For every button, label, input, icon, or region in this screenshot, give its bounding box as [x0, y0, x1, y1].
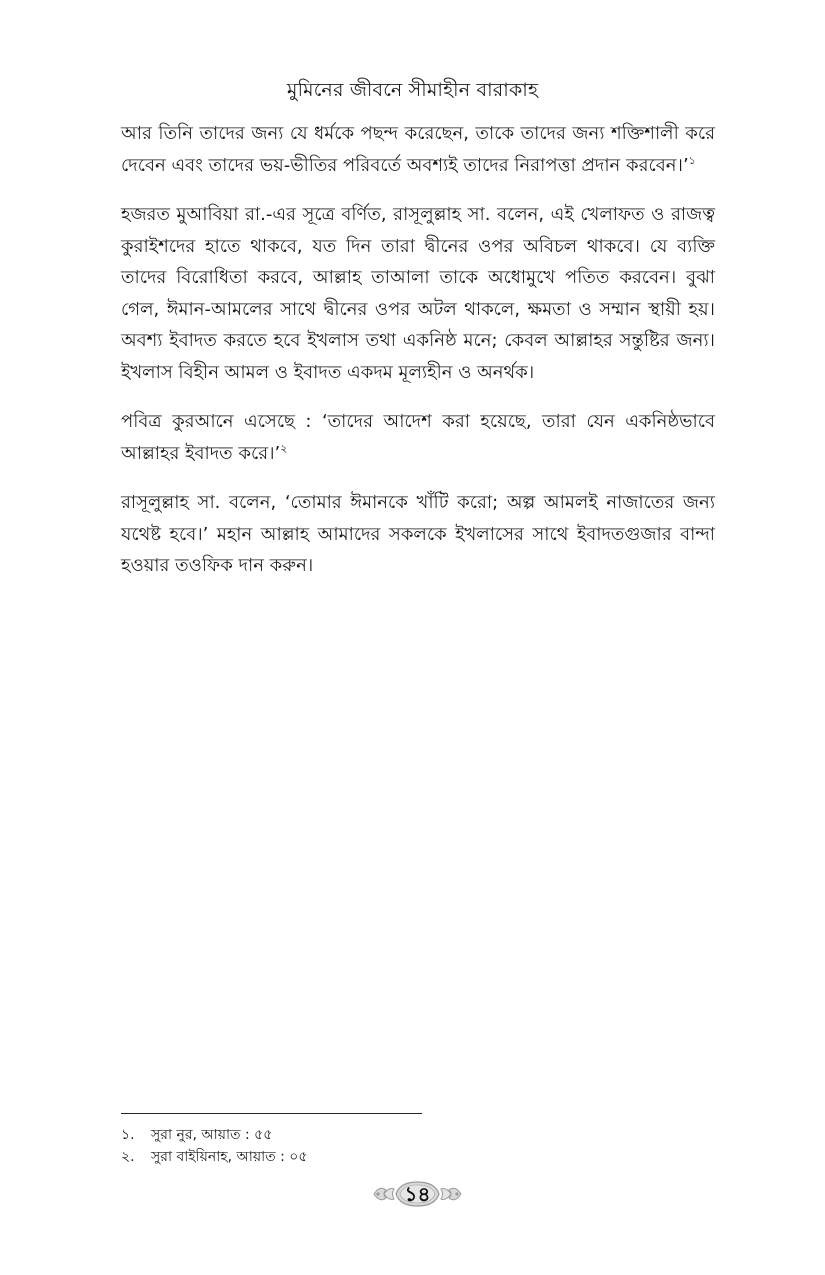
footnotes [121, 1124, 715, 1168]
paragraph [121, 199, 715, 388]
running-header: মুমিনের জীবনে সীমাহীন বারাকাহ [286, 79, 539, 101]
paragraph-text: পবিত্র কুরআনে এসেছে : ‘তাদের আদেশ করা হয়েছে, তারা যেন একনিষ্ঠভাবে আল্লাহর ইবাদত করে।’ [121, 411, 715, 464]
paragraph [121, 406, 715, 469]
paragraph-text: আর তিনি তাদের জন্য যে ধর্মকে পছন্দ করেছেন, তাকে তাদের জন্য শক্তিশালী করে দেবেন এবং তাদের ভয়-ভীতির পরিবর্তে অবশ্যই তাদের নিরাপত্তা প্রদান করবেন।’ [121, 123, 715, 176]
footnote-text: সুরা নুর, আয়াত : ৫৫ [151, 1127, 273, 1143]
footnote-divider [121, 1113, 422, 1114]
footnote-text: সুরা বাইয়িনাহ, আয়াত : ০৫ [151, 1149, 308, 1165]
footnote-item [121, 1124, 715, 1146]
footnote-number: ১. [121, 1127, 135, 1143]
paragraph [121, 118, 715, 181]
footnote-ref: ২ [280, 441, 288, 455]
page-number-ornament [370, 1176, 465, 1212]
footnote-ref: ১ [688, 153, 696, 167]
paragraph-text: রাসূলুল্লাহ সা. বলেন, ‘তোমার ঈমানকে খাঁটি করো; অল্প আমলই নাজাতের জন্য যথেষ্ট হবে।’ মহান আল্লাহ আমাদের সকলকে ইখলাসের সাথে ইবাদতগুজার বান্দা হওয়ার তওফিক দান করুন। [121, 492, 715, 576]
footnote-number: ২. [121, 1149, 135, 1165]
body-text [121, 118, 715, 600]
page-number: ১৪ [404, 1182, 431, 1206]
footnote-item [121, 1146, 715, 1168]
paragraph [121, 487, 715, 582]
paragraph-text: হজরত মুআবিয়া রা.-এর সূত্রে বর্ণিত, রাসূলুল্লাহ সা. বলেন, এই খেলাফত ও রাজত্ব কুরাইশদের হাতে থাকবে, যত দিন তারা দ্বীনের ওপর অবিচল থাকবে। যে ব্যক্তি তাদের বিরোধিতা করবে, আল্লাহ তাআলা তাকে অধোমুখে পতিত করবেন। বুঝা গেল, ঈমান-আমলের সাথে দ্বীনের ওপর অটল থাকলে, ক্ষমতা ও সম্মান স্থায়ী হয়। অবশ্য ইবাদত করতে হবে ইখলাস তথা একনিষ্ঠ মনে; কেবল আল্লাহর সন্তুষ্টির জন্য। ইখলাস বিহীন আমল ও ইবাদত একদম মূল্যহীন ও অনর্থক। [121, 204, 715, 383]
